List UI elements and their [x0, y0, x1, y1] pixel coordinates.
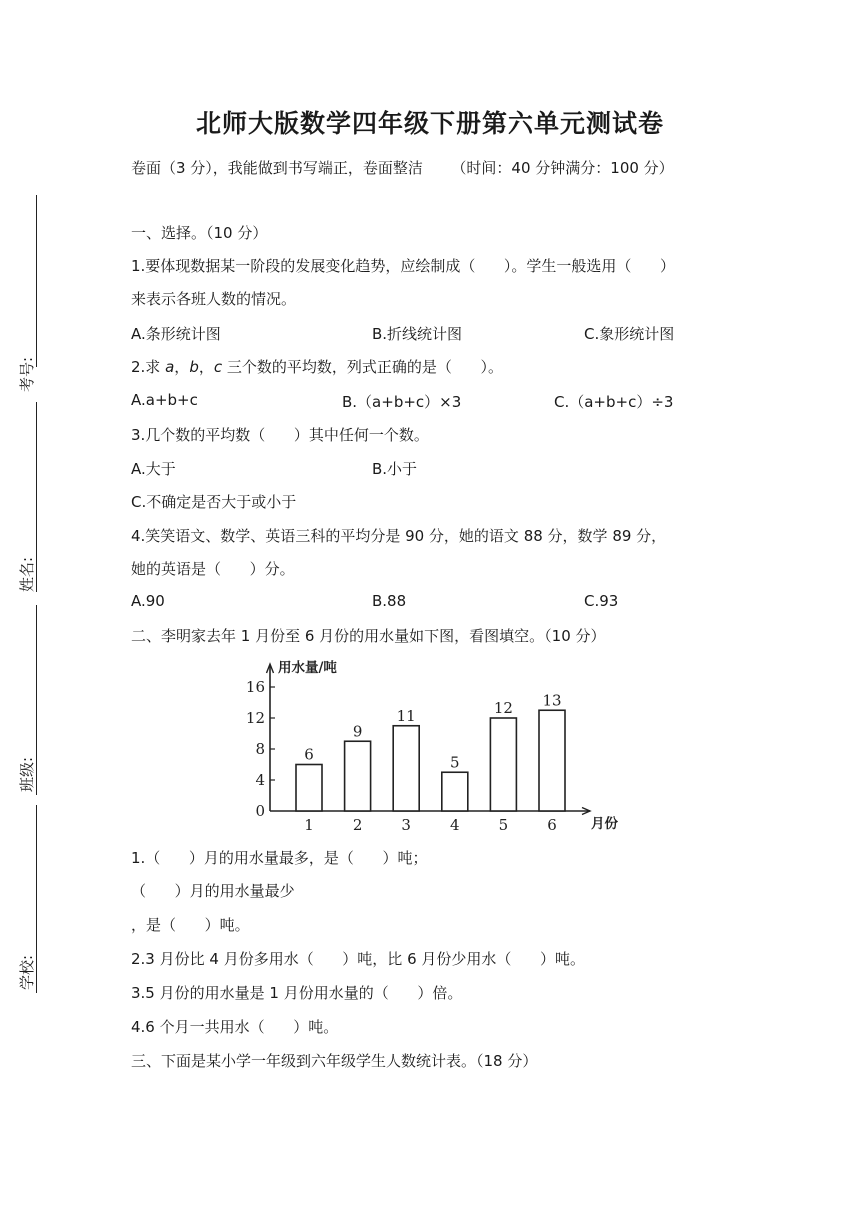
q1-2-var-b: b: [189, 358, 199, 376]
section1-heading: 一、选择。（10 分）: [131, 224, 268, 242]
x-tick-label-3: 3: [401, 816, 411, 834]
q1-4-line2: 她的英语是（ ）分。: [131, 560, 295, 578]
y-tick-label-8: 8: [255, 740, 265, 758]
bar-6: [539, 710, 565, 811]
class-label: 班级:: [18, 756, 36, 792]
q1-1-option-b: B.折线统计图: [372, 325, 463, 343]
page-subtitle: 卷面（3 分），我能做到书写端正，卷面整洁 （时间：40 分钟满分：100 分）: [131, 159, 674, 177]
q1-2: 2.求 a，b，c 三个数的平均数，列式正确的是（ ）。: [131, 358, 503, 376]
bar-5: [490, 718, 516, 811]
q2-1-line2: （ ）月的用水量最少: [131, 882, 295, 900]
q1-2-var-c: c: [213, 358, 223, 376]
q1-1-option-c: C.象形统计图: [584, 325, 675, 343]
q1-2-suffix: 三个数的平均数，列式正确的是（ ）。: [222, 358, 503, 376]
q1-4-option-b: B.88: [372, 592, 407, 610]
y-tick-label-12: 12: [245, 709, 265, 727]
x-tick-label-5: 5: [498, 816, 509, 834]
bar-1: [296, 765, 322, 812]
q1-1-line2: 来表示各班人数的情况。: [131, 290, 297, 308]
data-label-6: 13: [542, 691, 562, 710]
q2-1-line1: 1.（ ）月的用水量最多，是（ ）吨；: [131, 849, 428, 867]
x-tick-label-4: 4: [450, 816, 460, 834]
data-label-2: 9: [352, 722, 363, 741]
x-tick-label-2: 2: [352, 816, 363, 834]
data-label-3: 11: [396, 706, 416, 725]
y-tick-label-16: 16: [245, 678, 265, 696]
section3-heading: 三、下面是某小学一年级到六年级学生人数统计表。（18 分）: [131, 1052, 538, 1070]
bar-2: [345, 741, 371, 811]
x-tick-label-1: 1: [304, 816, 314, 834]
q1-1-line1: 1.要体现数据某一阶段的发展变化趋势，应绘制成（ ）。学生一般选用（ ）: [131, 257, 676, 275]
bar-4: [442, 772, 468, 811]
bar-3: [393, 726, 419, 811]
q1-4-option-a: A.90: [131, 592, 165, 610]
q2-3: 3.5 月份的用水量是 1 月份用水量的（ ）倍。: [131, 984, 463, 1002]
q1-2-option-b: B.（a+b+c）×3: [342, 393, 462, 411]
q1-2-prefix: 2.求: [131, 358, 166, 376]
q2-1-line3: ，是（ ）吨。: [131, 916, 250, 934]
q1-3-option-c: C.不确定是否大于或小于: [131, 493, 297, 511]
q1-3: 3.几个数的平均数（ ）其中任何一个数。: [131, 426, 429, 444]
q1-2-var-a: a: [165, 358, 175, 376]
school-label: 学校:: [18, 954, 36, 990]
q1-1-option-a: A.条形统计图: [131, 325, 221, 343]
y-tick-label-0: 0: [255, 802, 265, 820]
y-tick-label-4: 4: [255, 771, 265, 789]
exam-number-label: 考号:: [18, 356, 36, 392]
data-label-5: 12: [493, 699, 513, 717]
data-label-4: 5: [450, 753, 460, 772]
page-title: 北师大版数学四年级下册第六单元测试卷: [195, 109, 664, 138]
y-axis-title: 用水量/吨: [278, 660, 337, 676]
q1-2-option-a: A.a+b+c: [131, 391, 198, 409]
x-axis-title: 月份: [591, 816, 618, 832]
q1-2-option-c: C.（a+b+c）÷3: [554, 393, 674, 411]
x-tick-label-6: 6: [547, 816, 557, 834]
q2-2: 2.3 月份比 4 月份多用水（ ）吨，比 6 月份少用水（ ）吨。: [131, 950, 586, 968]
q1-3-option-b: B.小于: [372, 460, 418, 478]
section2-heading: 二、李明家去年 1 月份至 6 月份的用水量如下图，看图填空。（10 分）: [131, 627, 606, 645]
q1-4-option-c: C.93: [584, 592, 619, 610]
name-label: 姓名:: [18, 556, 36, 592]
q2-4: 4.6 个月一共用水（ ）吨。: [131, 1018, 339, 1036]
water-usage-bar-chart: [238, 654, 618, 836]
q1-3-option-a: A.大于: [131, 460, 176, 478]
data-label-1: 6: [304, 745, 314, 764]
margin-line-1: [36, 195, 37, 367]
q1-4-line1: 4.笑笑语文、数学、英语三科的平均分是 90 分，她的语文 88 分，数学 89 分，: [131, 527, 667, 545]
